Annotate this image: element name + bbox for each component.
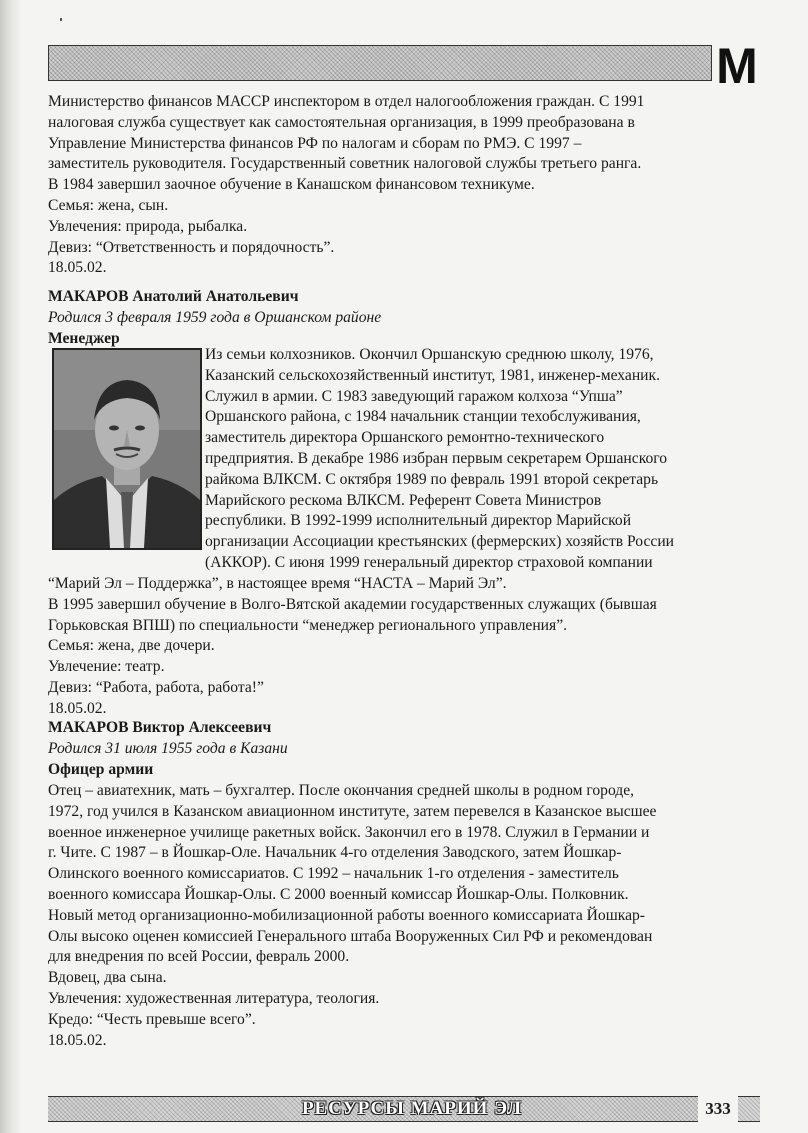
text-line: Оршанского района, с 1984 начальник станции техобслуживания, — [205, 408, 641, 426]
text-line: Из семьи колхозников. Окончил Оршанскую среднюю школу, 1976, — [205, 346, 654, 363]
portrait-photo — [52, 348, 202, 550]
prev-entry-text — [48, 92, 756, 279]
entry-name: МАКАРОВ Виктор Алексеевич — [48, 719, 272, 736]
text-line: Марийского рескома ВЛКСМ. Референт Совета Министров — [205, 491, 602, 509]
portrait-image — [54, 350, 200, 548]
text-line: Олинского военного комиссариатов. С 1992 – начальник 1-го отделения - заместитель — [48, 865, 619, 883]
text-line: заместитель руководителя. Государственный советник налоговой службы третьего ранга. — [48, 155, 642, 173]
text-line: Девиз: “Ответственность и порядочность”. — [48, 238, 335, 256]
entry-1-header — [48, 287, 756, 349]
text-line: предприятия. В декабре 1986 избран первым секретарем Оршанского — [205, 449, 668, 467]
text-line: организации Ассоциации крестьянских (фермерских) хозяйств России — [205, 533, 675, 551]
entry-2-header — [48, 718, 756, 780]
footer-band-tail — [738, 1096, 760, 1122]
text-line: Служил в армии. С 1983 заведующий гаражом колхоза “Упша” — [205, 387, 623, 405]
text-line: Управление Министерства финансов РФ по налогам и сборам по РМЭ. С 1997 – — [48, 134, 582, 152]
text-line: Новый метод организационно-мобилизационной работы военного комиссариата Йошкар- — [48, 906, 645, 924]
entry-profession: Офицер армии — [48, 760, 154, 778]
text-line: 18.05.02. — [48, 259, 107, 277]
page-binding-shadow — [0, 0, 22, 1133]
text-line: 18.05.02. — [48, 1031, 107, 1049]
text-line: заместитель директора Оршанского ремонтно-технического — [205, 429, 605, 447]
text-line: Горьковская ВПШ) по специальности “менеджер регионального управления”. — [48, 616, 568, 634]
text-line: Увлечения: природа, рыбалка. — [48, 217, 248, 235]
text-line: Казанский сельскохозяйственный институт, 1981, инженер-механик. — [205, 366, 660, 384]
section-letter: М — [716, 38, 758, 94]
text-line: Семья: жена, две дочери. — [48, 637, 215, 655]
entry-2-bio — [48, 781, 756, 1051]
entry-birth: Родился 3 февраля 1959 года в Оршанском районе — [48, 308, 382, 326]
text-line: Кредо: “Честь превыше всего”. — [48, 1010, 256, 1028]
text-line: Министерство финансов МАССР инспектором в отдел налогообложения граждан. С 1991 — [48, 93, 645, 110]
entry-1-bio — [48, 574, 756, 720]
text-line: военное инженерное училище ракетных войск. Закончил его в 1978. Служил в Германии и — [48, 823, 650, 841]
entry-name: МАКАРОВ Анатолий Анатольевич — [48, 288, 299, 305]
text-line: 1972, год учился в Казанском авиационном институте, затем перевелся в Казанское высшее — [48, 802, 657, 820]
text-line: Вдовец, два сына. — [48, 969, 167, 987]
text-line: Олы высоко оценен комиссией Генерального штаба Вооруженных Сил РФ и рекомендован — [48, 927, 653, 945]
text-line: Увлечения: художественная литература, теология. — [48, 989, 380, 1007]
text-line: “Марий Эл – Поддержка”, в настоящее время “НАСТА – Марий Эл”. — [48, 575, 507, 592]
text-line: райкома ВЛКСМ. С октября 1989 по февраль 1991 второй секретарь — [205, 470, 659, 488]
entry-1-bio-wrapped — [205, 345, 760, 574]
text-line: 18.05.02. — [48, 699, 107, 717]
text-line: налоговая служба существует как самостоятельная организация, в 1999 преобразована в — [48, 113, 635, 131]
scan-speck — [60, 18, 62, 21]
entry-birth: Родился 31 июля 1955 года в Казани — [48, 739, 288, 757]
text-line: (АККОР). С июня 1999 генеральный директор страховой компании — [205, 553, 653, 571]
text-line: Увлечение: театр. — [48, 658, 165, 676]
text-line: В 1995 завершил обучение в Волго-Вятской академии государственных служащих (бывшая — [48, 595, 657, 613]
text-line: г. Чите. С 1987 – в Йошкар-Оле. Начальник 4-го отделения Заводского, затем Йошкар- — [48, 844, 622, 862]
text-line: Девиз: “Работа, работа, работа!” — [48, 678, 264, 696]
footer-title: РЕСУРСЫ МАРИЙ ЭЛ — [301, 1098, 523, 1119]
text-line: республики. В 1992-1999 исполнительный директор Марийской — [205, 512, 632, 530]
text-line: для внедрения по всей России, февраль 2000. — [48, 948, 350, 966]
entry-profession: Менеджер — [48, 329, 120, 347]
text-line: Семья: жена, сын. — [48, 196, 169, 214]
text-line: военного комиссара Йошкар-Олы. С 2000 военный комиссар Йошкар-Олы. Полковник. — [48, 885, 629, 903]
page-number: 333 — [698, 1097, 738, 1121]
header-band — [48, 45, 712, 81]
text-line: Отец – авиатехник, мать – бухгалтер. После окончания средней школы в родном городе, — [48, 782, 635, 799]
text-line: В 1984 завершил заочное обучение в Канашском финансовом техникуме. — [48, 176, 535, 194]
